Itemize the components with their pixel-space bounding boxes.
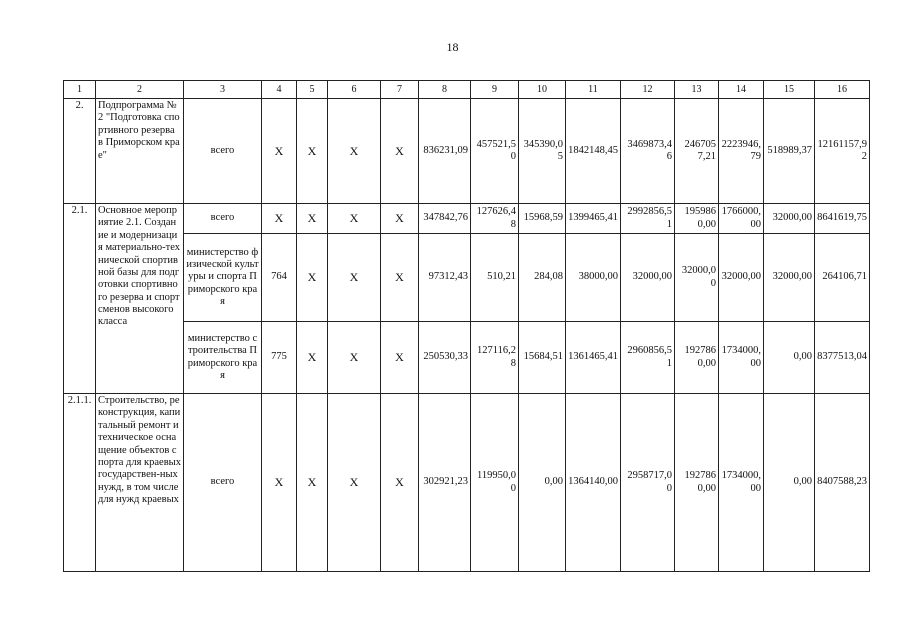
amount-cell: 1364140,00 (566, 394, 621, 572)
amount-cell: 3469873,46 (621, 99, 675, 204)
row-number: 2.1.1. (64, 394, 96, 572)
code-cell: Х (262, 99, 297, 204)
amount-cell: 15968,59 (519, 204, 566, 234)
amount-cell: 32000,00 (764, 234, 815, 322)
amount-cell: 2960856,51 (621, 322, 675, 394)
amount-cell: 1399465,41 (566, 204, 621, 234)
code-cell: Х (262, 394, 297, 572)
code-cell: Х (328, 234, 381, 322)
code-cell: Х (328, 99, 381, 204)
code-cell: Х (328, 204, 381, 234)
header-cell: 13 (675, 81, 719, 99)
executor: всего (184, 99, 262, 204)
code-cell: Х (381, 99, 419, 204)
amount-cell: 1927860,00 (675, 394, 719, 572)
amount-cell: 1734000,00 (719, 322, 764, 394)
executor: всего (184, 394, 262, 572)
item-name: Основное мероприятие 2.1. Создание и модернизация материально-технической спортивной базы для подготовки спортивного резерва и спортсменов высокого класса (96, 204, 184, 394)
amount-cell: 302921,23 (419, 394, 471, 572)
header-cell: 9 (471, 81, 519, 99)
header-cell: 7 (381, 81, 419, 99)
code-cell: Х (297, 99, 328, 204)
header-cell: 11 (566, 81, 621, 99)
header-cell: 12 (621, 81, 675, 99)
code-cell: Х (328, 394, 381, 572)
amount-cell: 0,00 (519, 394, 566, 572)
code-cell: Х (297, 204, 328, 234)
table-row (64, 99, 870, 204)
code-cell: Х (381, 204, 419, 234)
item-name: Подпрограмма № 2 "Подготовка спортивного резерва в Приморском крае" (96, 99, 184, 204)
table-row (64, 394, 870, 572)
executor: министерство физической культуры и спорта Приморского края (184, 234, 262, 322)
header-cell: 1 (64, 81, 96, 99)
amount-cell: 2223946,79 (719, 99, 764, 204)
header-cell: 10 (519, 81, 566, 99)
amount-cell: 32000,00 (675, 234, 719, 322)
header-cell: 3 (184, 81, 262, 99)
amount-cell: 2958717,00 (621, 394, 675, 572)
amount-cell: 264106,71 (815, 234, 870, 322)
amount-cell: 284,08 (519, 234, 566, 322)
amount-cell: 1734000,00 (719, 394, 764, 572)
amount-cell: 518989,37 (764, 99, 815, 204)
amount-cell: 32000,00 (621, 234, 675, 322)
amount-cell: 38000,00 (566, 234, 621, 322)
amount-cell: 8407588,23 (815, 394, 870, 572)
amount-cell: 1361465,41 (566, 322, 621, 394)
page-number: 18 (446, 40, 459, 54)
table-row (64, 322, 870, 394)
amount-cell: 0,00 (764, 322, 815, 394)
budget-table (63, 80, 870, 572)
code-cell: Х (262, 204, 297, 234)
amount-cell: 12161157,92 (815, 99, 870, 204)
amount-cell: 127626,48 (471, 204, 519, 234)
header-cell: 16 (815, 81, 870, 99)
header-cell: 14 (719, 81, 764, 99)
amount-cell: 127116,28 (471, 322, 519, 394)
header-cell: 15 (764, 81, 815, 99)
code-cell: Х (328, 322, 381, 394)
amount-cell: 119950,00 (471, 394, 519, 572)
amount-cell: 97312,43 (419, 234, 471, 322)
amount-cell: 510,21 (471, 234, 519, 322)
header-cell: 6 (328, 81, 381, 99)
amount-cell: 1842148,45 (566, 99, 621, 204)
code-cell: 775 (262, 322, 297, 394)
code-cell: Х (381, 322, 419, 394)
code-cell: Х (381, 234, 419, 322)
amount-cell: 32000,00 (764, 204, 815, 234)
amount-cell: 2992856,51 (621, 204, 675, 234)
amount-cell: 250530,33 (419, 322, 471, 394)
header-cell: 2 (96, 81, 184, 99)
amount-cell: 32000,00 (719, 234, 764, 322)
amount-cell: 1959860,00 (675, 204, 719, 234)
amount-cell: 836231,09 (419, 99, 471, 204)
amount-cell: 0,00 (764, 394, 815, 572)
header-cell: 4 (262, 81, 297, 99)
code-cell: Х (297, 234, 328, 322)
code-cell: 764 (262, 234, 297, 322)
row-number: 2.1. (64, 204, 96, 394)
amount-cell: 1766000,00 (719, 204, 764, 234)
amount-cell: 8377513,04 (815, 322, 870, 394)
amount-cell: 15684,51 (519, 322, 566, 394)
code-cell: Х (381, 394, 419, 572)
code-cell: Х (297, 394, 328, 572)
table-row (64, 204, 870, 234)
amount-cell: 1927860,00 (675, 322, 719, 394)
amount-cell: 347842,76 (419, 204, 471, 234)
amount-cell: 8641619,75 (815, 204, 870, 234)
header-row (64, 81, 870, 99)
executor: министерство строительства Приморского края (184, 322, 262, 394)
executor: всего (184, 204, 262, 234)
item-name: Строительство, реконструкция, капитальный ремонт и техническое оснащение объектов спорта для краевых государствен-ных нужд, в том числе для нужд краевых (96, 394, 184, 572)
amount-cell: 2467057,21 (675, 99, 719, 204)
code-cell: Х (297, 322, 328, 394)
table-row (64, 234, 870, 322)
amount-cell: 345390,05 (519, 99, 566, 204)
amount-cell: 457521,50 (471, 99, 519, 204)
row-number: 2. (64, 99, 96, 204)
header-cell: 5 (297, 81, 328, 99)
header-cell: 8 (419, 81, 471, 99)
